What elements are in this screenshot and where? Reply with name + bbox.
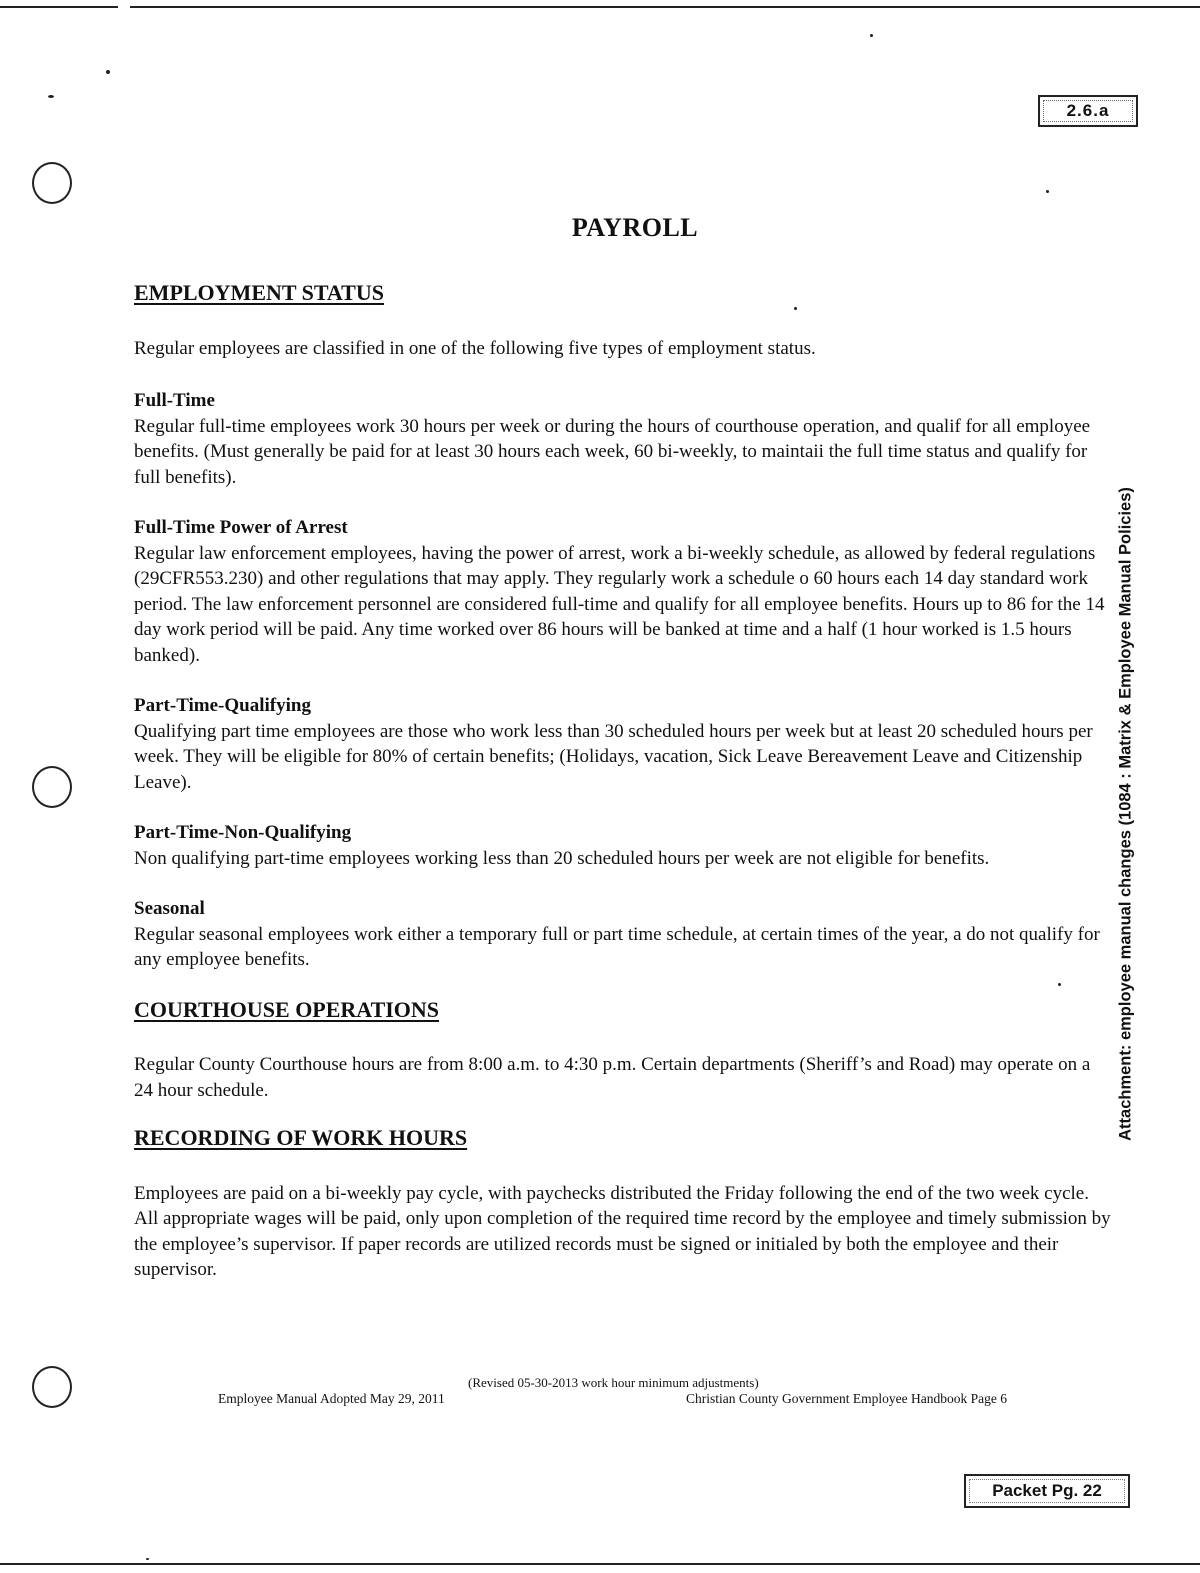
recording-of-work-hours-text: Employees are paid on a bi-weekly pay cycle, with paychecks distributed the Friday following the end of the two week cycle. All appropriate wages will be paid, only upon completion of the required time record by the employee and timely submission by the employee’s supervisor. If paper records are utilized records must be signed or initialed by both the employee and their supervisor. — [134, 1182, 1111, 1280]
courthouse-operations-text: Regular County Courthouse hours are from 8:00 a.m. to 4:30 p.m. Certain departments (Sheriff’s and Road) may operate on a 24 hour schedule. — [134, 1054, 1091, 1101]
subsection-heading: Seasonal — [134, 898, 205, 919]
punch-hole — [32, 162, 72, 204]
scan-speck — [48, 95, 54, 98]
top-scan-rule — [0, 6, 1200, 8]
attachment-tag — [1038, 95, 1138, 127]
subsection-heading: Full-Time Power of Arrest — [134, 517, 348, 538]
page-title: PAYROLL — [571, 213, 699, 242]
punch-hole — [32, 1366, 72, 1408]
packet-page-label: Packet Pg. 22 — [992, 1481, 1102, 1500]
subsection-heading: Part-Time-Non-Qualifying — [134, 822, 352, 843]
subsection-text: Regular full-time employees work 30 hours per week or during the hours of courthouse operation, and qualif for all employee benefits. (Must generally be paid for at least 30 hours each week, 60 bi-weekly, to maintaii the full time status and qualify for full benefits). — [134, 415, 1091, 488]
punch-hole — [32, 766, 72, 808]
subsection-part-time-qualifying — [134, 693, 1114, 795]
subsection-part-time-non-qualifying — [134, 820, 1114, 871]
bottom-scan-rule — [0, 1563, 1200, 1565]
footer-adopted-date: Employee Manual Adopted May 29, 2011 — [218, 1391, 445, 1406]
subsection-full-time — [134, 388, 1114, 490]
attachment-tag-label: 2.6.a — [1066, 101, 1110, 120]
subsection-text: Qualifying part time employees are those who work less than 30 scheduled hours per week but at least 20 scheduled hours per week. They will be eligible for 80% of certain benefits; (Holidays, vacation, Sick Leave Bereavement Leave and Citizenship Leave). — [134, 720, 1093, 793]
packet-page-box — [964, 1474, 1130, 1508]
section-heading-recording-of-work-hours: RECORDING OF WORK HOURS — [134, 1125, 468, 1150]
subsection-text: Non qualifying part-time employees working less than 20 scheduled hours per week are not eligible for benefits. — [134, 847, 990, 869]
subsection-heading: Full-Time — [134, 390, 215, 411]
subsection-seasonal — [134, 896, 1114, 973]
subsection-text: Regular law enforcement employees, having the power of arrest, work a bi-weekly schedule, as allowed by federal regulations (29CFR553.230) and other regulations that may apply. They regularly work a schedule o 60 hours each 14 day standard work period. The law enforcement personnel are considered full-time and qualify for all employee benefits. Hours up to 86 for the 14 day work period will be paid. Any time worked over 86 hours will be banked at time and a half (1 hour worked is 1.5 hours banked). — [134, 542, 1105, 666]
subsection-text: Regular seasonal employees work either a temporary full or part time schedule, at certain times of the year, a do not qualify for any employee benefits. — [134, 923, 1100, 970]
attachment-side-note: Attachment: employee manual changes (1084 : Matrix & Employee Manual Policies) — [1116, 487, 1135, 1141]
document-body — [134, 280, 1114, 1283]
footer-revision-note: (Revised 05-30-2013 work hour minimum adjustments) — [468, 1375, 759, 1390]
section-heading-employment-status: EMPLOYMENT STATUS — [134, 280, 384, 305]
employment-status-intro: Regular employees are classified in one of the following five types of employment status. — [134, 337, 816, 359]
scan-speck — [1046, 190, 1049, 193]
subsection-full-time-power-of-arrest — [134, 515, 1114, 668]
section-heading-courthouse-operations: COURTHOUSE OPERATIONS — [134, 996, 440, 1022]
subsection-heading: Part-Time-Qualifying — [134, 695, 311, 716]
scan-speck — [106, 70, 110, 74]
scan-speck — [146, 1558, 149, 1560]
footer-handbook-page: Christian County Government Employee Handbook Page 6 — [686, 1391, 1007, 1406]
scan-speck — [870, 34, 873, 37]
top-rule-gap — [118, 4, 130, 10]
